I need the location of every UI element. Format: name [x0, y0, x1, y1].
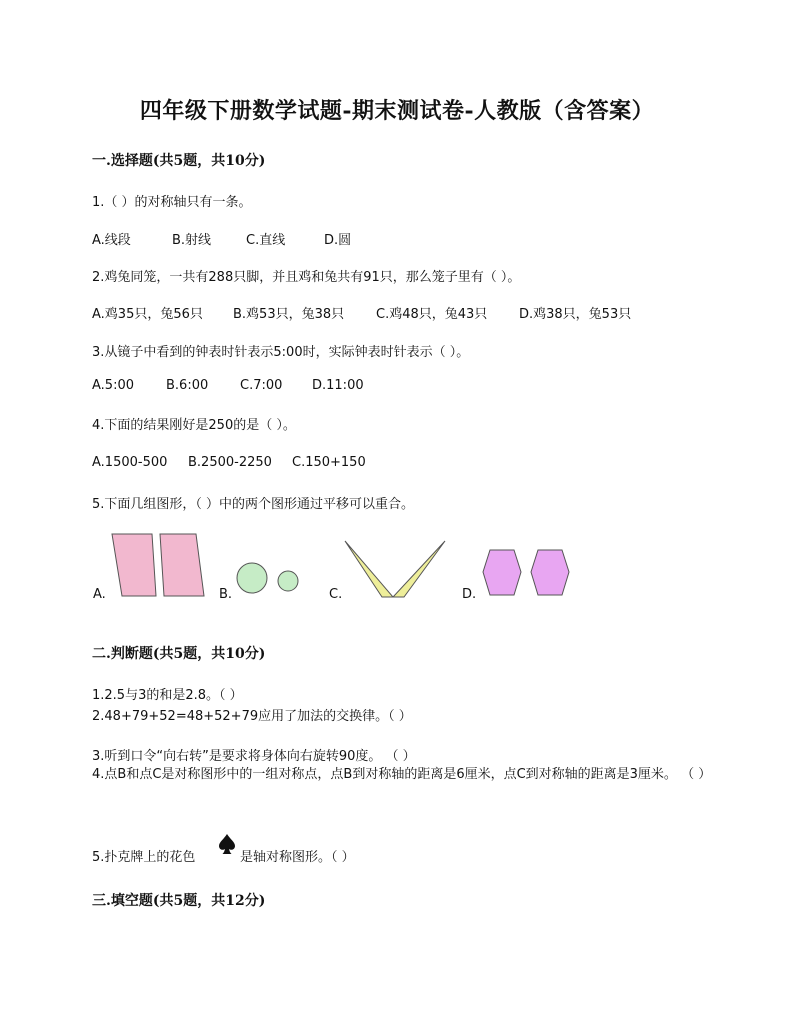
judgement-4: 4.点B和点C是对称图形中的一组对称点，点B到对称轴的距离是6厘米，点C到对称轴的距离是3厘米。 （ ） [92, 767, 712, 782]
option-d: D.圆 [324, 233, 352, 248]
question-1: 1.（ ）的对称轴只有一条。 [92, 195, 252, 210]
page-title: 四年级下册数学试题-期末测试卷-人教版（含答案） [139, 98, 655, 124]
figure-label-b: B. [219, 587, 233, 602]
figure-a-parallelograms [104, 531, 208, 601]
judgement-1: 1.2.5与3的和是2.8。（ ） [92, 688, 243, 703]
figure-label-a: A. [93, 587, 106, 602]
section-heading-judgement: 二.判断题(共5题，共10分) [92, 646, 266, 662]
figure-d-hexagon-right [531, 550, 569, 595]
question-5: 5.下面几组图形，（ ）中的两个图形通过平移可以重合。 [92, 497, 415, 512]
figure-label-d: D. [462, 587, 477, 602]
figure-a-shape-right [160, 534, 204, 596]
figure-d-hexagon-left [483, 550, 521, 595]
figure-b-circle-small [278, 571, 298, 591]
option-c: C.直线 [246, 233, 286, 248]
section-heading-choice: 一.选择题(共5题，共10分) [92, 153, 266, 169]
option-b: B.2500-2250 [188, 455, 272, 470]
option-a: A.线段 [92, 233, 131, 248]
option-a: A.鸡35只，兔56只 [92, 307, 203, 322]
question-4-options [92, 455, 366, 470]
figure-b-circle-large [237, 563, 267, 593]
question-3-options [92, 378, 364, 393]
question-2-options [92, 303, 631, 322]
figure-c-triangle-left [345, 541, 393, 597]
option-b: B.鸡53只，兔38只 [233, 307, 345, 322]
option-d: D.11:00 [312, 378, 364, 393]
figure-c-triangles [342, 538, 448, 600]
question-1-options [92, 229, 351, 248]
option-c: C.鸡48只，兔43只 [376, 307, 488, 322]
figure-a-shape-left [112, 534, 156, 596]
option-b: B.射线 [172, 233, 212, 248]
section-heading-fill: 三.填空题(共5题，共12分) [92, 893, 266, 909]
option-d: D.鸡38只，兔53只 [519, 307, 632, 322]
spade-icon [218, 833, 236, 855]
figure-b-circles [228, 556, 308, 598]
judgement-5-suffix: 是轴对称图形。（ ） [240, 850, 355, 865]
option-c: C.150+150 [292, 455, 366, 470]
option-b: B.6:00 [166, 378, 209, 393]
option-a: A.1500-500 [92, 455, 168, 470]
option-c: C.7:00 [240, 378, 283, 393]
option-a: A.5:00 [92, 378, 134, 393]
question-3: 3.从镜子中看到的钟表时针表示5:00时，实际钟表时针表示（ ）。 [92, 345, 470, 360]
figure-c-triangle-right [393, 541, 445, 597]
figure-label-c: C. [329, 587, 343, 602]
judgement-5-prefix: 5.扑克牌上的花色 [92, 850, 196, 865]
judgement-3: 3.听到口令“向右转”是要求将身体向右旋转90度。 （ ） [92, 749, 416, 764]
question-4: 4.下面的结果刚好是250的是（ ）。 [92, 418, 296, 433]
judgement-2: 2.48+79+52=48+52+79应用了加法的交换律。（ ） [92, 709, 412, 724]
question-2: 2.鸡兔同笼，一共有288只脚，并且鸡和兔共有91只，那么笼子里有（ ）。 [92, 270, 521, 285]
figure-d-hexagons [480, 547, 576, 599]
